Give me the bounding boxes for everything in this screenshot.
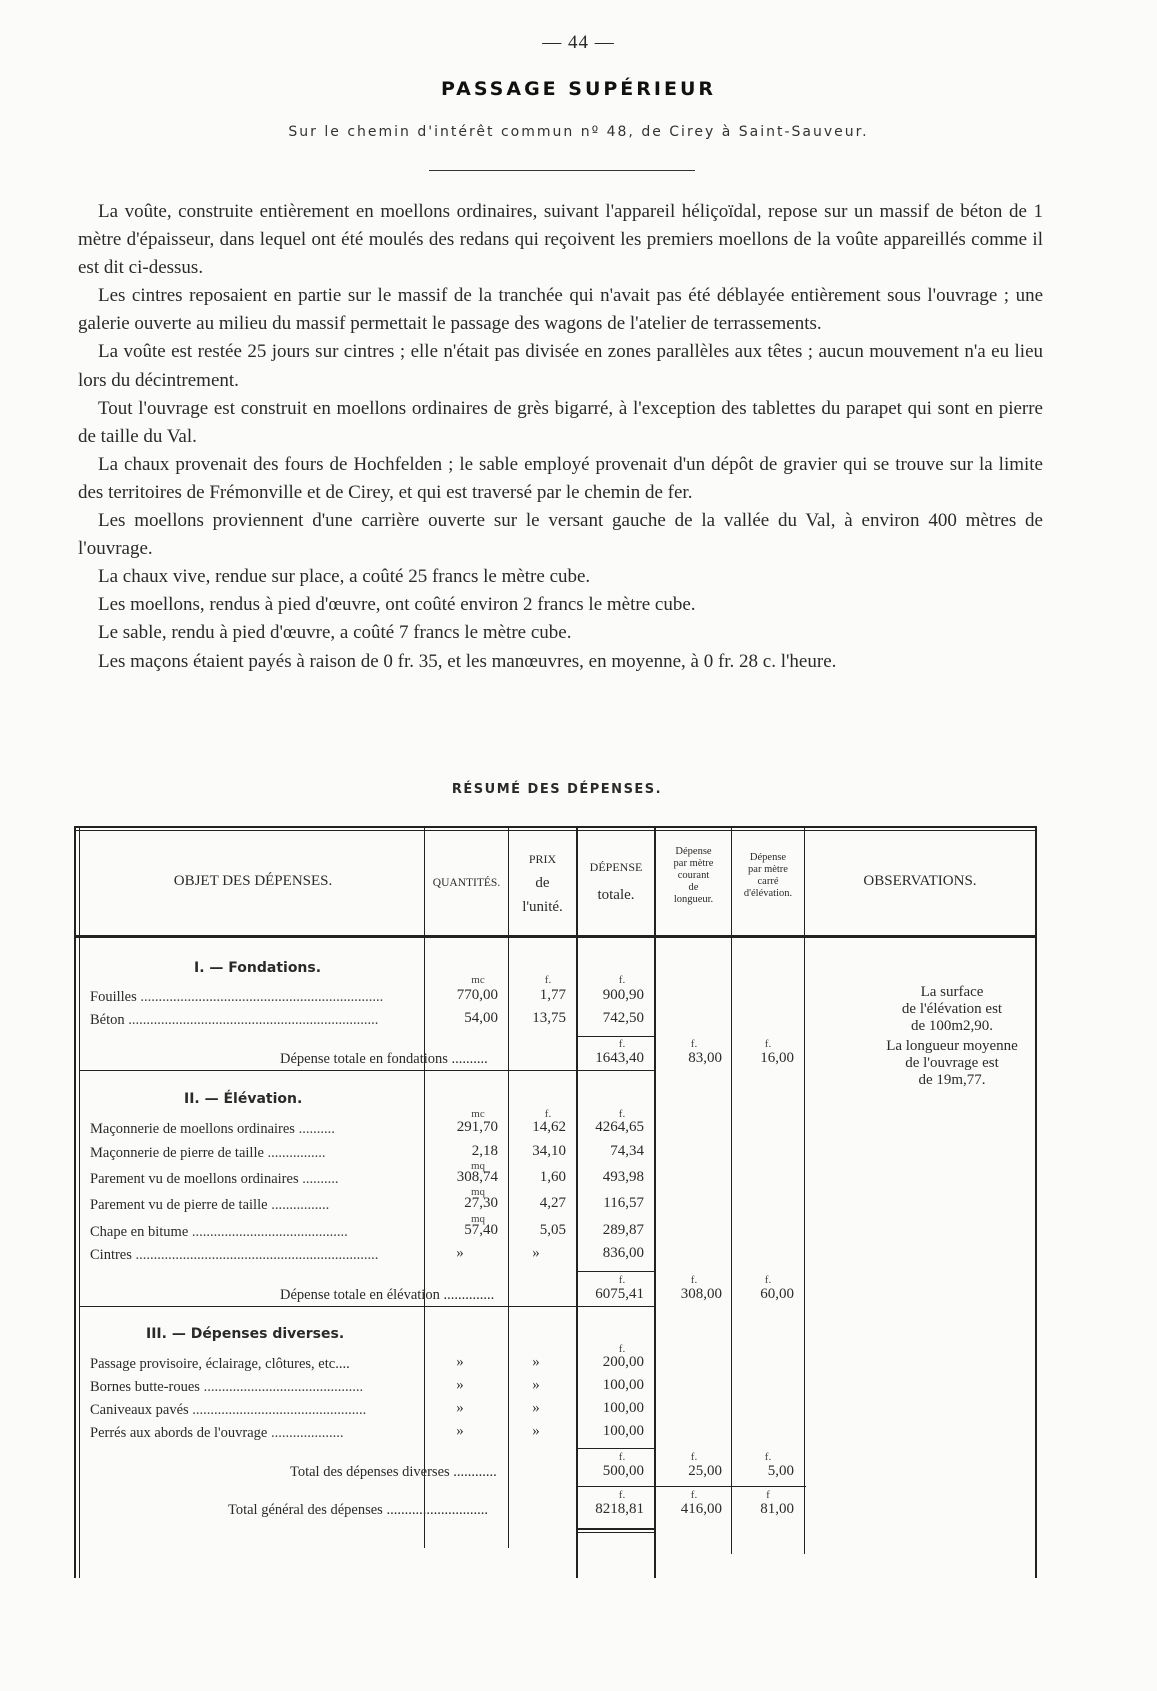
subtotal-label: Total des dépenses diverses ............ bbox=[290, 1464, 497, 1480]
grand-total-metre-carre: 81,00 bbox=[760, 1501, 794, 1517]
unit-label: mc bbox=[471, 1108, 485, 1120]
cell-quantite: » bbox=[456, 1400, 464, 1416]
cell-quantite: » bbox=[456, 1423, 464, 1439]
header-prix-1: PRIX bbox=[528, 852, 557, 866]
cell-quantite: 54,00 bbox=[464, 1010, 498, 1026]
unit-label: f. bbox=[764, 1274, 772, 1286]
cell-quantite: » bbox=[456, 1377, 464, 1393]
subtotal-metre-courant: 308,00 bbox=[680, 1286, 722, 1302]
grand-total-label: Total général des dépenses ............................ bbox=[228, 1502, 488, 1518]
unit-label: f. bbox=[544, 974, 552, 986]
cell-quantite: 2,18 bbox=[471, 1143, 498, 1159]
cell-depense: 836,00 bbox=[602, 1245, 644, 1261]
table-row-label: Parement vu de moellons ordinaires .......... bbox=[90, 1171, 339, 1187]
cell-prix: 5,05 bbox=[539, 1222, 566, 1238]
cell-prix: 4,27 bbox=[539, 1195, 566, 1211]
subtotal-depense: 1643,40 bbox=[595, 1050, 644, 1066]
cell-prix: 1,77 bbox=[539, 987, 566, 1003]
cell-quantite: » bbox=[456, 1354, 464, 1370]
header-objet: OBJET DES DÉPENSES. bbox=[173, 873, 333, 889]
cell-depense: 900,90 bbox=[602, 987, 644, 1003]
cell-quantite: 770,00 bbox=[456, 987, 498, 1003]
subtotal-rule bbox=[576, 1271, 656, 1272]
table-row-label: Chape en bitume ........................................... bbox=[90, 1224, 348, 1240]
unit-label: f bbox=[766, 1489, 770, 1501]
cell-prix: 34,10 bbox=[532, 1143, 566, 1159]
col-sep-metre-carre bbox=[731, 826, 732, 1554]
unit-label: mq bbox=[470, 1213, 486, 1225]
header-metre-courant-2: par mètre bbox=[673, 858, 714, 869]
table-row-label: Caniveaux pavés ................................................ bbox=[90, 1402, 367, 1418]
subtotal-metre-courant: 83,00 bbox=[688, 1050, 722, 1066]
cell-quantite: 57,40 bbox=[464, 1222, 498, 1238]
cell-depense: 116,57 bbox=[603, 1195, 644, 1211]
subtotal-metre-carre: 16,00 bbox=[760, 1050, 794, 1066]
table-row-label: Parement vu de pierre de taille ................ bbox=[90, 1197, 330, 1213]
section-diverses-title: III. — Dépenses diverses. bbox=[146, 1326, 345, 1342]
expense-table bbox=[74, 826, 1037, 1578]
section-elevation-title: II. — Élévation. bbox=[184, 1091, 303, 1107]
cell-prix: » bbox=[532, 1400, 540, 1416]
header-metre-carre-1: Dépense bbox=[749, 852, 787, 863]
subtotal-metre-carre: 60,00 bbox=[760, 1286, 794, 1302]
header-depense-2: totale. bbox=[597, 887, 635, 903]
cell-prix: 14,62 bbox=[532, 1119, 566, 1135]
unit-label: mq bbox=[470, 1186, 486, 1198]
header-metre-carre-3: carré bbox=[757, 876, 779, 887]
paragraph: La voûte, construite entièrement en moellons ordinaires, suivant l'appareil héliçoïdal, repose sur un massif de béton de 1 mètre d'épaisseur, dans lequel ont été moulés des redans qui reçoivent les premiers moellons de la voûte appareillés comme il est dit ci-dessus. bbox=[78, 201, 1043, 279]
page-number: — 44 — bbox=[542, 32, 615, 53]
table-row-label: Maçonnerie de moellons ordinaires .......... bbox=[90, 1121, 335, 1137]
section-fondations-title: I. — Fondations. bbox=[194, 960, 322, 976]
cell-depense: 742,50 bbox=[602, 1010, 644, 1026]
col-sep-observations bbox=[804, 826, 805, 1554]
unit-label: f. bbox=[618, 1038, 626, 1050]
cell-prix: » bbox=[532, 1377, 540, 1393]
table-border-left bbox=[74, 826, 76, 1578]
unit-label: f. bbox=[690, 1274, 698, 1286]
table-row-label: Cintres ................................................................... bbox=[90, 1247, 379, 1263]
cell-depense: 100,00 bbox=[602, 1400, 644, 1416]
header-metre-courant-4: de bbox=[688, 882, 699, 893]
unit-label: f. bbox=[618, 1451, 626, 1463]
paragraph: Les moellons, rendus à pied d'œuvre, ont coûté environ 2 francs le mètre cube. bbox=[98, 594, 696, 616]
unit-label: f. bbox=[764, 1038, 772, 1050]
resume-title: RÉSUMÉ DES DÉPENSES. bbox=[451, 782, 663, 797]
grand-total-depense: 8218,81 bbox=[595, 1501, 644, 1517]
unit-label: f. bbox=[618, 1343, 626, 1355]
cell-quantite: » bbox=[456, 1245, 464, 1261]
grand-total-underline bbox=[576, 1528, 656, 1530]
body-text bbox=[78, 198, 1043, 676]
header-prix-3: l'unité. bbox=[522, 899, 563, 915]
paragraph: Les cintres reposaient en partie sur le massif de la tranchée qui n'avait pas été déblayée entièrement sous l'ouvrage ; une galerie ouverte au milieu du massif permettait le passage des wagons de l'atelier de terrassements. bbox=[78, 285, 1043, 335]
observation-longueur: de l'ouvrage est bbox=[905, 1055, 999, 1071]
paragraph: La chaux vive, rendue sur place, a coûté 25 francs le mètre cube. bbox=[98, 566, 591, 588]
table-row-label: Bornes butte-roues ............................................ bbox=[90, 1379, 364, 1395]
table-border-top-inner bbox=[74, 830, 1037, 831]
unit-label: f. bbox=[618, 974, 626, 986]
subtotal-label: Dépense totale en fondations .......... bbox=[280, 1051, 488, 1067]
observation-surface: La surface bbox=[920, 984, 984, 1000]
table-row-label: Passage provisoire, éclairage, clôtures, etc.... bbox=[90, 1356, 350, 1372]
title-divider bbox=[429, 170, 695, 171]
subtotal-depense: 6075,41 bbox=[595, 1286, 644, 1302]
paragraph: Tout l'ouvrage est construit en moellons ordinaires de grès bigarré, à l'exception des tablettes du parapet qui sont en pierre de taille du Val. bbox=[78, 397, 1043, 447]
subtotal-rule bbox=[576, 1036, 656, 1037]
cell-depense: 200,00 bbox=[602, 1354, 644, 1370]
header-metre-carre-4: d'élévation. bbox=[743, 888, 793, 899]
unit-label: mq bbox=[470, 1160, 486, 1172]
paragraph: La voûte est restée 25 jours sur cintres ; elle n'était pas divisée en zones parallèles aux têtes ; aucun mouvement n'a eu lieu lors du décintrement. bbox=[78, 341, 1043, 391]
table-row-label: Fouilles ................................................................... bbox=[90, 989, 384, 1005]
table-row-label: Maçonnerie de pierre de taille ................ bbox=[90, 1145, 326, 1161]
header-metre-courant-3: courant bbox=[677, 870, 710, 881]
paragraph: Les maçons étaient payés à raison de 0 fr. 35, et les manœuvres, en moyenne, à 0 fr. 28 c. l'heure. bbox=[98, 650, 837, 672]
grand-total-metre-courant: 416,00 bbox=[680, 1501, 722, 1517]
unit-label: f. bbox=[618, 1274, 626, 1286]
grand-total-underline bbox=[576, 1532, 656, 1533]
page-subtitle: Sur le chemin d'intérêt commun nº 48, de Cirey à Saint-Sauveur. bbox=[288, 124, 869, 140]
observation-longueur: La longueur moyenne bbox=[886, 1038, 1018, 1054]
subtotal-label: Dépense totale en élévation .............. bbox=[280, 1287, 495, 1303]
paragraph: Le sable, rendu à pied d'œuvre, a coûté 7 francs le mètre cube. bbox=[98, 622, 572, 644]
unit-label: f. bbox=[618, 1108, 626, 1120]
table-border-right bbox=[1035, 826, 1037, 1578]
section-rule bbox=[80, 1306, 655, 1307]
cell-quantite: 308,74 bbox=[456, 1169, 498, 1185]
cell-depense: 289,87 bbox=[602, 1222, 644, 1238]
unit-label: f. bbox=[618, 1489, 626, 1501]
header-metre-courant-1: Dépense bbox=[675, 846, 712, 857]
unit-label: f. bbox=[690, 1489, 698, 1501]
cell-depense: 493,98 bbox=[602, 1169, 644, 1185]
unit-label: mc bbox=[471, 974, 485, 986]
table-border-top bbox=[74, 826, 1037, 828]
cell-depense: 100,00 bbox=[602, 1423, 644, 1439]
unit-label: f. bbox=[764, 1451, 772, 1463]
paragraph: Les moellons proviennent d'une carrière ouverte sur le versant gauche de la vallée du Val, à environ 400 mètres de l'ouvrage. bbox=[78, 510, 1043, 560]
subtotal-metre-courant: 25,00 bbox=[688, 1463, 722, 1479]
unit-label: f. bbox=[690, 1451, 698, 1463]
observation-surface: de l'élévation est bbox=[901, 1001, 1003, 1017]
cell-depense: 74,34 bbox=[610, 1143, 644, 1159]
page-title: PASSAGE SUPÉRIEUR bbox=[440, 78, 717, 100]
table-border-left-inner bbox=[79, 826, 80, 1578]
cell-quantite: 27,30 bbox=[464, 1195, 498, 1211]
grand-total-rule bbox=[576, 1486, 806, 1487]
cell-depense: 4264,65 bbox=[595, 1119, 644, 1135]
header-depense-1: DÉPENSE bbox=[589, 860, 643, 874]
subtotal-depense: 500,00 bbox=[602, 1463, 644, 1479]
observation-longueur: de 19m,77. bbox=[918, 1072, 986, 1088]
table-row-label: Béton ..................................................................... bbox=[90, 1012, 379, 1028]
header-metre-courant-5: longueur. bbox=[673, 894, 714, 905]
subtotal-metre-carre: 5,00 bbox=[767, 1463, 794, 1479]
unit-label: f. bbox=[690, 1038, 698, 1050]
subtotal-rule bbox=[576, 1448, 656, 1449]
cell-depense: 100,00 bbox=[602, 1377, 644, 1393]
cell-prix: 1,60 bbox=[539, 1169, 566, 1185]
table-row-label: Perrés aux abords de l'ouvrage .................... bbox=[90, 1425, 344, 1441]
paragraph: La chaux provenait des fours de Hochfelden ; le sable employé provenait d'un dépôt de gravier qui se trouve sur la limite des territoires de Frémonville et de Cirey, et qui est traversé par le chemin de fer. bbox=[78, 453, 1043, 503]
section-rule bbox=[80, 1070, 655, 1071]
cell-prix: 13,75 bbox=[532, 1010, 566, 1026]
cell-prix: » bbox=[532, 1245, 540, 1261]
header-metre-carre-2: par mètre bbox=[748, 864, 788, 875]
unit-label: f. bbox=[544, 1108, 552, 1120]
cell-prix: » bbox=[532, 1354, 540, 1370]
header-rule bbox=[74, 935, 1037, 938]
observation-surface: de 100m2,90. bbox=[910, 1018, 994, 1034]
cell-quantite: 291,70 bbox=[456, 1119, 498, 1135]
header-observations: OBSERVATIONS. bbox=[863, 873, 977, 889]
header-quantites: QUANTITÉS. bbox=[432, 877, 501, 889]
cell-prix: » bbox=[532, 1423, 540, 1439]
header-prix-2: de bbox=[535, 875, 550, 891]
